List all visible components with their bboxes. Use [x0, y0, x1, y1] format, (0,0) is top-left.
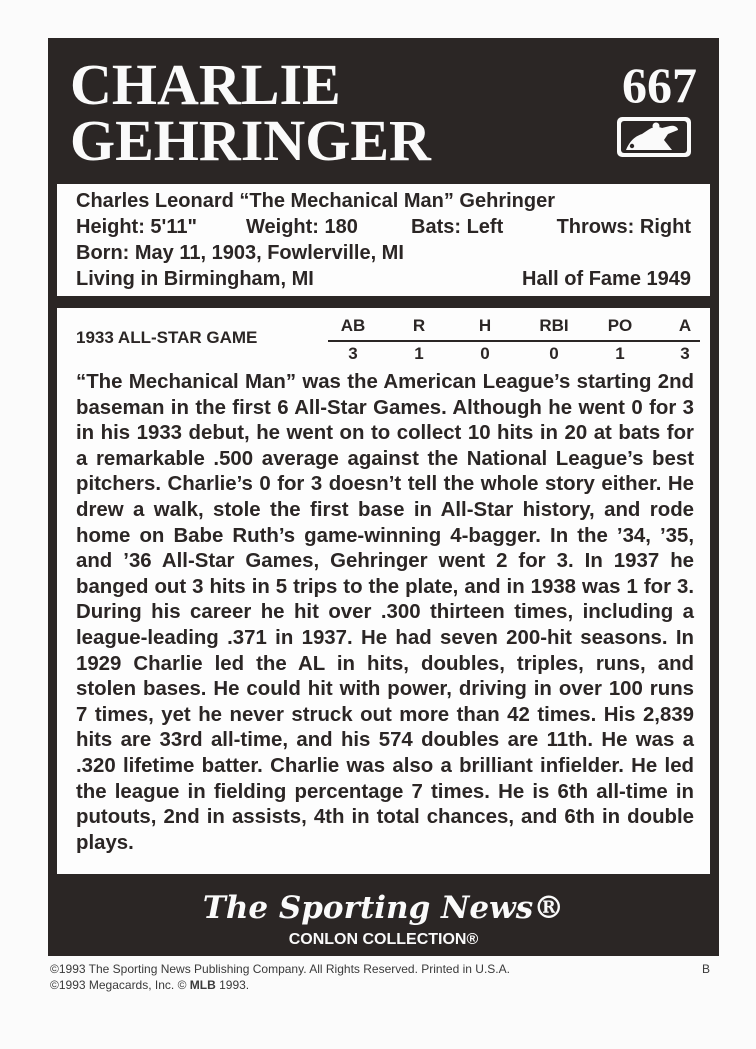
throws: Throws: Right [556, 216, 691, 238]
stat-header-ab: AB [340, 316, 366, 335]
mlb-logo-icon [616, 116, 692, 158]
copyright-line-1: ©1993 The Sporting News Publishing Company. All Rights Reserved. Printed in U.S.A. [50, 962, 510, 976]
card-number: 667 [622, 57, 697, 113]
player-last-name: GEHRINGER [70, 108, 431, 173]
bio-panel [57, 184, 710, 296]
stats-title: 1933 ALL-STAR GAME [76, 328, 258, 347]
height: Height: 5'11" [76, 216, 197, 238]
copyright-suffix: 1993. [219, 978, 250, 992]
conlon-collection: CONLON COLLECTION® [288, 931, 479, 948]
stat-value-a: 3 [680, 344, 690, 363]
stat-header-rbi: RBI [539, 316, 569, 335]
career-story: “The Mechanical Man” was the American League’s starting 2nd baseman in the first 6 All-Star Games. Although he went 0 for 3 in his 1933 debut, he went on to collect 10 hits in 20 at bats for a remarkable .500 average against the National League’s best pitchers. Charlie’s 0 for 3 doesn’t tell the whole story either. He drew a walk, stole the first base in All-Star history, and rode home on Babe Ruth’s game-winning 4-bagger. In the ’34, ’35, and ’36 All-Star Games, Gehringer went 2 for 3. In 1937 he banged out 3 hits in 5 trips to the plate, and in 1938 was 1 for 3. During his career he hit over .300 thirteen times, including a league-leading .371 in 1937. He had seven 200-hit seasons. In 1929 Charlie led the AL in hits, doubles, triples, runs, and stolen bases. He could hit with power, driving in over 100 runs 7 times, yet he never struck out more than 42 times. His 2,839 hits are 33rd all-time, and his 574 doubles are 11th. He was a .320 lifetime batter. Charlie was also a brilliant infielder. He led the league in fielding percentage 7 times. He is 6th all-time in putouts, 2nd in assists, 4th in total chances, and 6th in double plays. [76, 371, 694, 854]
hall-of-fame: Hall of Fame 1949 [522, 268, 691, 290]
copyright-line-2 [50, 978, 249, 992]
mlb-mark: MLB [189, 978, 216, 992]
living-location: Living in Birmingham, MI [76, 268, 314, 290]
stat-header-po: PO [607, 316, 633, 335]
stat-value-ab: 3 [348, 344, 358, 363]
weight: Weight: 180 [246, 216, 358, 238]
stat-header-h: H [478, 316, 492, 335]
stat-value-rbi: 0 [549, 344, 559, 363]
full-name: Charles Leonard “The Mechanical Man” Gehringer [76, 190, 556, 212]
card-code: B [702, 962, 711, 976]
birth-info: Born: May 11, 1903, Fowlerville, MI [76, 242, 404, 264]
stat-value-h: 0 [480, 344, 490, 363]
bats: Bats: Left [411, 216, 504, 238]
player-first-name: CHARLIE [70, 52, 341, 117]
residence-row [76, 266, 691, 292]
stat-header-a: A [678, 316, 692, 335]
stat-header-r: R [412, 316, 426, 335]
card-back [48, 38, 719, 956]
stat-value-r: 1 [414, 344, 424, 363]
stats-divider [328, 340, 700, 342]
stat-value-po: 1 [615, 344, 625, 363]
sporting-news-brand: The Sporting News® [202, 890, 565, 926]
stats-and-story-panel [57, 308, 710, 874]
physical-stats-row [76, 214, 691, 240]
copyright-prefix: ©1993 Megacards, Inc. © [50, 978, 187, 992]
